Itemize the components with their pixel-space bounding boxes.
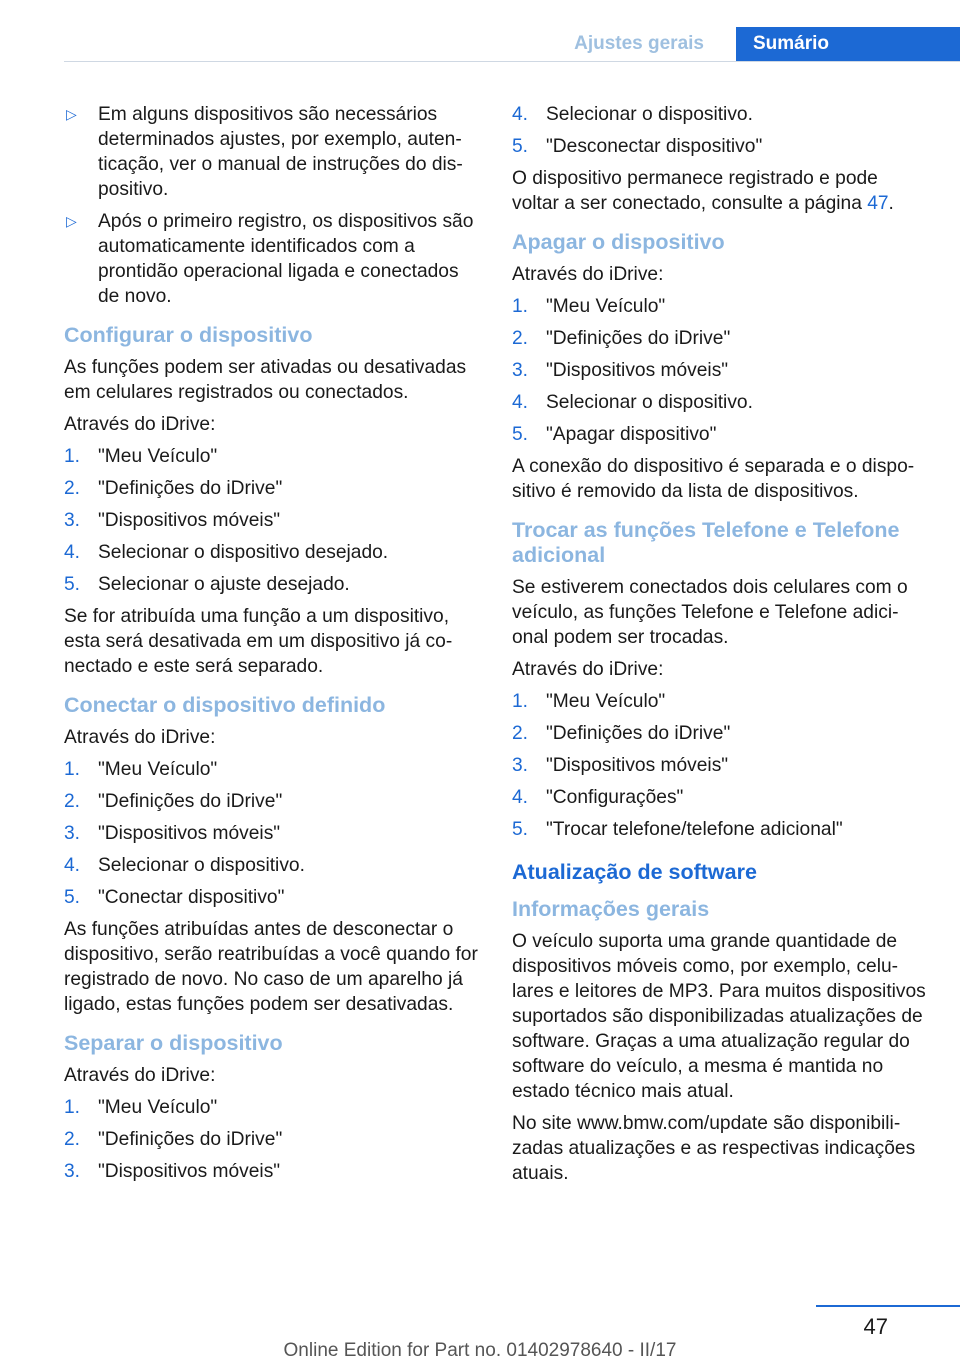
step-item [64,476,480,501]
step-number: 5. [512,136,529,157]
step-number: 2. [64,478,81,499]
step-number: 4. [64,855,81,876]
step-number: 5. [64,887,81,908]
software-update-heading: Atualização de software [512,860,757,884]
step-number: 3. [512,755,529,776]
separate-note [512,166,928,216]
step-item [512,785,928,810]
step-text: "Conectar dispositivo" [98,887,285,908]
step-text: "Meu Veículo" [98,1097,218,1118]
step-text: "Apagar dispositivo" [546,424,717,445]
step-text: "Dispositivos móveis" [546,360,729,381]
step-item [64,885,480,910]
update-paragraph-1: O veículo suporta uma grande quantidade de dispositivos móveis como, por exemplo, celulares e leitores de MP3. Para muitos dispositivos suportados são disponibilizadas atualizações de software. Graças a uma atualização regular do software do veículo, a mesma é mantida no estado técnico mais atual. [512,931,926,1102]
step-item [512,102,928,127]
step-number: 4. [512,392,529,413]
bullet-text: Após o primeiro registro, os dispositivos são automaticamente identificados com a prontidão operacional ligada e conectados de novo. [98,211,474,307]
step-text: "Meu Veículo" [98,759,218,780]
bullet-item [64,209,480,309]
step-number: 1. [64,759,81,780]
step-number: 1. [64,446,81,467]
step-number: 4. [512,787,529,808]
header-rule [64,61,960,62]
step-item [512,689,928,714]
step-item [64,508,480,533]
step-number: 5. [64,574,81,595]
step-text: "Trocar telefone/telefone adicional" [546,819,843,840]
step-text: "Dispositivos móveis" [98,1161,281,1182]
separate-steps-continued [512,102,928,159]
step-item [64,757,480,782]
step-text: "Dispositivos móveis" [98,510,281,531]
step-number: 4. [512,104,529,125]
step-number: 5. [512,819,529,840]
step-text: "Definições do iDrive" [98,791,283,812]
delete-note: A conexão do dispositivo é separada e o dispositivo é removido da lista de dispositivos. [512,456,915,502]
configure-heading: Configurar o dispositivo [64,323,313,347]
separate-via: Através do iDrive: [64,1065,216,1086]
delete-steps [512,294,928,447]
page-number-rule [816,1305,960,1307]
step-number: 5. [512,424,529,445]
right-column [512,102,928,1193]
step-text: "Definições do iDrive" [98,1129,283,1150]
contents-tab[interactable]: Sumário [736,27,960,61]
connect-steps [64,757,480,910]
step-item [512,294,928,319]
step-text: "Definições do iDrive" [546,723,731,744]
step-text: "Desconectar dispositivo" [546,136,763,157]
step-item [512,753,928,778]
configure-intro: As funções podem ser ativadas ou desativadas em celulares registrados ou conectados. [64,357,467,403]
configure-steps [64,444,480,597]
delete-via: Através do iDrive: [512,264,664,285]
step-item [512,721,928,746]
step-number: 3. [64,823,81,844]
step-text: "Dispositivos móveis" [546,755,729,776]
separate-steps [64,1095,480,1184]
connect-via: Através do iDrive: [64,727,216,748]
step-item [512,358,928,383]
bullet-text: Em alguns dispositivos são necessários determinados ajustes, por exemplo, autenticação, ver o manual de instruções do dispositivo. [98,104,463,200]
delete-heading: Apagar o dispositivo [512,230,725,254]
swap-heading: Trocar as funções Telefone e Telefone adicional [512,518,900,567]
swap-steps [512,689,928,842]
step-number: 4. [64,542,81,563]
step-number: 1. [512,691,529,712]
configure-note: Se for atribuída uma função a um dispositivo, esta será desativada em um dispositivo já conectado e este será separado. [64,606,453,677]
step-item [64,821,480,846]
configure-via: Através do iDrive: [64,414,216,435]
step-text: "Meu Veículo" [546,296,666,317]
triangle-bullet-icon: ▷ [66,213,77,229]
step-text: "Meu Veículo" [546,691,666,712]
step-number: 3. [512,360,529,381]
step-number: 1. [64,1097,81,1118]
note-text: O dispositivo permanece registrado e pode voltar a ser conectado, consulte a página [512,168,878,214]
step-number: 2. [512,723,529,744]
step-text: "Definições do iDrive" [546,328,731,349]
connect-heading: Conectar o dispositivo definido [64,693,386,717]
step-text: Selecionar o dispositivo. [546,104,753,125]
page-number: 47 [863,1314,888,1339]
edition-footer: Online Edition for Part no. 01402978640 - II/17 [283,1340,677,1361]
triangle-bullet-icon: ▷ [66,106,77,122]
note-text-end: . [888,193,894,214]
step-number: 3. [64,1161,81,1182]
step-item [64,1159,480,1184]
step-item [64,789,480,814]
step-text: Selecionar o dispositivo desejado. [98,542,389,563]
step-item [64,1095,480,1120]
step-item [64,853,480,878]
step-number: 2. [512,328,529,349]
step-text: "Meu Veículo" [98,446,218,467]
note-bullet-list [64,102,480,309]
header-section-title: Ajustes gerais [574,33,704,54]
general-info-heading: Informações gerais [512,897,710,921]
step-item [64,1127,480,1152]
step-item [512,390,928,415]
swap-intro: Se estiverem conectados dois celulares com o veículo, as funções Telefone e Telefone adicional podem ser trocadas. [512,577,908,648]
step-item [512,817,928,842]
step-text: "Dispositivos móveis" [98,823,281,844]
step-item [64,572,480,597]
update-paragraph-2: No site www.bmw.com/update são disponibilizadas atualizações e as respectivas indicações atuais. [512,1113,916,1184]
swap-via: Através do iDrive: [512,659,664,680]
step-number: 3. [64,510,81,531]
step-text: Selecionar o ajuste desejado. [98,574,350,595]
separate-heading: Separar o dispositivo [64,1031,283,1055]
step-text: Selecionar o dispositivo. [98,855,305,876]
page-reference-link[interactable]: 47 [867,193,889,214]
bullet-item [64,102,480,202]
left-column [64,102,480,1191]
step-item [512,134,928,159]
step-text: "Definições do iDrive" [98,478,283,499]
connect-note: As funções atribuídas antes de desconectar o dispositivo, serão reatribuídas a você quando for registrado de novo. No caso de um aparelho já ligado, estas funções podem ser desativadas. [64,919,478,1015]
step-number: 2. [64,1129,81,1150]
step-item [64,540,480,565]
step-text: "Configurações" [546,787,684,808]
step-item [64,444,480,469]
step-number: 2. [64,791,81,812]
step-item [512,422,928,447]
step-text: Selecionar o dispositivo. [546,392,753,413]
step-item [512,326,928,351]
step-number: 1. [512,296,529,317]
